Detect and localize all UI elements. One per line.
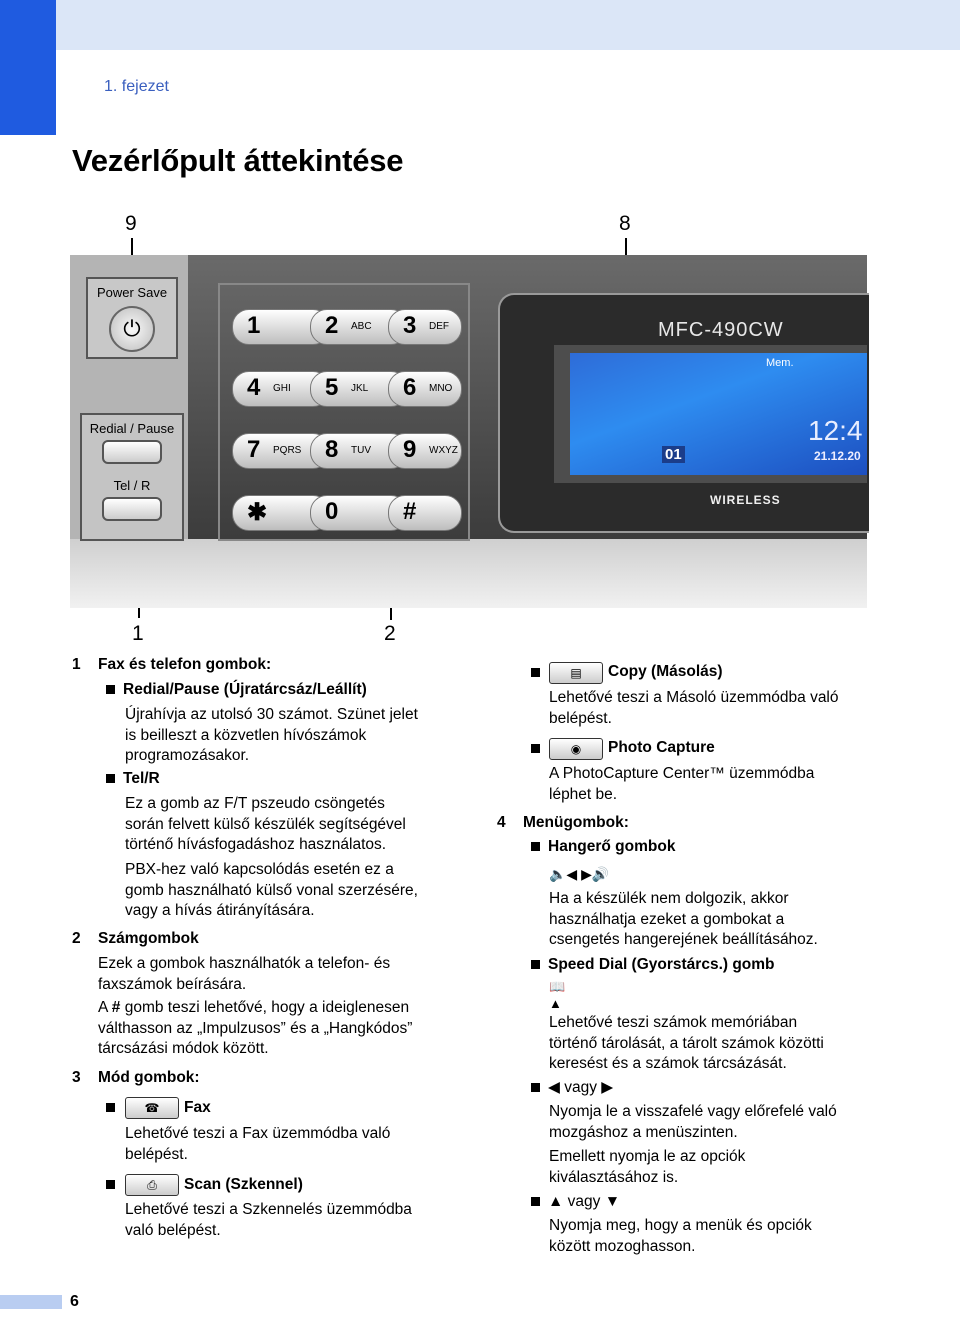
- lcd-fax-counter: 01: [662, 446, 685, 463]
- photo-capture-heading: Photo Capture: [608, 739, 715, 756]
- tel-r-description: Ez a gomb az F/T pszeudo csöngetés során felvett külső készülék segítségével történő hívásfogadáshoz használatos.: [125, 795, 406, 853]
- square-bullet-icon: [531, 960, 540, 969]
- callout-9: 9: [125, 212, 137, 235]
- lcd-date: 21.12.20: [814, 449, 861, 463]
- square-bullet-icon: [531, 744, 540, 753]
- camera-icon: ◉: [549, 738, 603, 760]
- dial-pad: [218, 283, 470, 541]
- section-2-title: Számgombok: [98, 930, 199, 947]
- square-bullet-icon: [531, 1197, 540, 1206]
- left-right-heading: ◀ vagy ▶: [531, 1078, 613, 1099]
- tel-r-heading: Tel/R: [106, 769, 160, 790]
- square-bullet-icon: [106, 774, 115, 783]
- footer-accent-bar: [0, 1295, 62, 1309]
- section-4-number: 4: [497, 814, 506, 831]
- section-1-number: 1: [72, 656, 81, 673]
- square-bullet-icon: [106, 685, 115, 694]
- page-title: Vezérlőpult áttekintése: [72, 143, 404, 178]
- scan-description: Lehetővé teszi a Szkennelés üzemmódba való belépést.: [125, 1201, 412, 1239]
- section-3-title: Mód gombok:: [98, 1069, 200, 1086]
- key-0[interactable]: 0: [310, 495, 408, 531]
- wireless-logo: WIRELESS: [710, 493, 781, 507]
- speed-dial-description: Lehetővé teszi számok memóriában történő tárolását, a tárolt számok közötti keresést és a számok tárcsázását.: [549, 1014, 824, 1072]
- square-bullet-icon: [106, 1180, 115, 1189]
- volume-description: Ha a készülék nem dolgozik, akkor használhatja ezeket a gombokat a csengetés hangerejének beállításához.: [549, 890, 818, 948]
- power-save-box: [86, 277, 178, 359]
- photo-capture-description: A PhotoCapture Center™ üzemmódba léphet be.: [549, 765, 815, 803]
- redial-pause-button[interactable]: [102, 440, 162, 464]
- copy-heading: Copy (Másolás): [608, 663, 723, 680]
- volume-heading: Hangerő gombok: [531, 837, 675, 858]
- key-2[interactable]: 2 ABC: [310, 309, 408, 345]
- lcd-display: [570, 353, 867, 475]
- callout-8: 8: [619, 212, 631, 235]
- speed-dial-heading: Speed Dial (Gyorstárcs.) gomb: [531, 955, 775, 976]
- square-bullet-icon: [531, 1083, 540, 1092]
- lcd-time: 12:4: [808, 415, 863, 446]
- up-down-heading: ▲ vagy ▼: [531, 1192, 620, 1213]
- page-number: 6: [70, 1293, 79, 1310]
- square-bullet-icon: [531, 668, 540, 677]
- dial-keys-description: Ezek a gombok használhatók a telefon- és faxszámok beírására.: [98, 955, 391, 993]
- key-1[interactable]: 1: [232, 309, 330, 345]
- header-band: [56, 0, 960, 50]
- speed-dial-keys-icon: 📖 ▲: [549, 979, 566, 1011]
- redial-pause-heading: Redial/Pause (Újratárcsáz/Leállít): [106, 680, 367, 701]
- fax-description: Lehetővé teszi a Fax üzemmódba való belépést.: [125, 1125, 391, 1163]
- section-2-number: 2: [72, 930, 81, 947]
- chapter-tab-marker: [0, 0, 56, 135]
- chapter-label: 1. fejezet: [104, 78, 169, 95]
- tel-r-label: Tel / R: [113, 478, 151, 493]
- callout-1: 1: [132, 622, 144, 645]
- square-bullet-icon: [106, 1103, 115, 1112]
- key-8[interactable]: 8 TUV: [310, 433, 408, 469]
- key-9[interactable]: 9 WXYZ: [388, 433, 462, 469]
- scan-icon: ⎙: [125, 1174, 179, 1196]
- key-star[interactable]: ✱: [232, 495, 330, 531]
- section-4-title: Menügombok:: [523, 814, 629, 831]
- control-panel-illustration: [70, 255, 867, 608]
- tel-r-button[interactable]: [102, 497, 162, 521]
- fax-telephone-keys: [80, 413, 184, 541]
- section-1-title: Fax és telefon gombok:: [98, 656, 272, 673]
- hash-key-description: A # gomb teszi lehetővé, hogy a ideiglenesen válthasson az „Impulzusos” és a „Hangkódos” tárcsázási módok között.: [98, 999, 413, 1057]
- up-down-description: Nyomja meg, hogy a menük és opciók között mozoghasson.: [549, 1217, 812, 1255]
- left-right-description: Nyomja le a visszafelé vagy előrefelé való mozgáshoz a menüszinten.: [549, 1103, 837, 1141]
- key-5[interactable]: 5 JKL: [310, 371, 408, 407]
- lcd-memory-indicator: Mem.: [766, 357, 794, 369]
- section-3-number: 3: [72, 1069, 81, 1086]
- lcd-screen: [554, 345, 867, 483]
- volume-keys-icon: 🔈◀ ▶🔊: [549, 866, 610, 882]
- redial-pause-description: Újrahívja az utolsó 30 számot. Szünet jelet is beilleszt a közvetlen hívószámok programozásakor.: [125, 706, 418, 764]
- key-4[interactable]: 4 GHI: [232, 371, 330, 407]
- scan-heading: Scan (Szkennel): [184, 1176, 303, 1193]
- key-6[interactable]: 6 MNO: [388, 371, 462, 407]
- copy-description: Lehetővé teszi a Másoló üzemmódba való belépést.: [549, 689, 839, 727]
- copy-icon: ▤: [549, 662, 603, 684]
- model-name: MFC-490CW: [658, 319, 784, 341]
- fax-icon: ☎: [125, 1097, 179, 1119]
- key-hash[interactable]: #: [388, 495, 462, 531]
- key-7[interactable]: 7 PQRS: [232, 433, 330, 469]
- square-bullet-icon: [531, 842, 540, 851]
- power-icon[interactable]: ⏻: [109, 306, 155, 352]
- key-3[interactable]: 3 DEF: [388, 309, 462, 345]
- redial-pause-label: Redial / Pause: [89, 421, 175, 436]
- power-save-label: Power Save: [96, 285, 168, 300]
- left-right-select-description: Emellett nyomja le az opciók kiválasztásához is.: [549, 1148, 746, 1186]
- panel-bottom-band: [70, 539, 867, 608]
- fax-heading: Fax: [184, 1099, 211, 1116]
- callout-2: 2: [384, 622, 396, 645]
- tel-r-pbx-description: PBX-hez való kapcsolódás esetén ez a gomb használható külső vonal szerzésére, vagy a hívás átirányítására.: [125, 861, 418, 919]
